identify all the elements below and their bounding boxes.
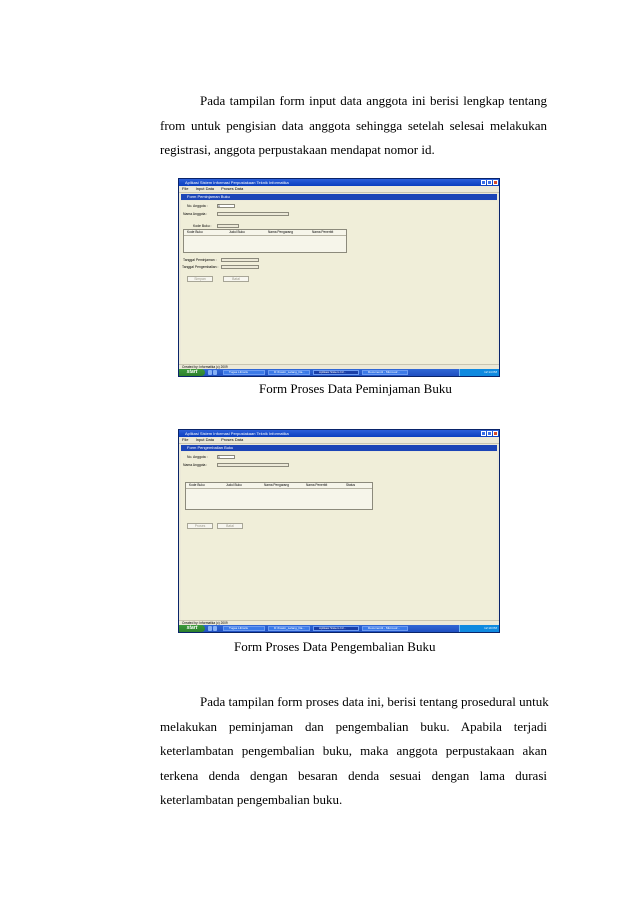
start-button[interactable]: start	[179, 625, 205, 632]
col-judul-buku: Judul Buku	[226, 483, 242, 487]
status-bar: Created by: Informatika (c) 2009	[179, 620, 499, 625]
text-line: Pada tampilan form proses data ini, berisi tentang prosedural untuk	[200, 694, 549, 709]
text-line: keterlambatan pengembalian buku, maka anggota perpustakaan akan	[160, 743, 547, 758]
menu-input-data[interactable]: Input Data	[195, 186, 215, 191]
col-status: Status	[346, 483, 356, 487]
form-body	[181, 452, 497, 621]
menu-file[interactable]: File	[182, 186, 189, 191]
tgl-pinjam-field[interactable]	[221, 258, 259, 262]
batal-button[interactable]: Batal	[217, 523, 243, 529]
minimize-icon[interactable]	[481, 180, 486, 185]
form-title: Form Pengembalian Buku	[181, 445, 497, 451]
taskbar-item[interactable]: Tugas Libraris	[223, 370, 265, 375]
label-tgl-kembali: Tanggal Pengembalian :	[182, 265, 219, 269]
label-kode-buku: Kode Buku :	[193, 224, 212, 228]
text-line: terkena denda dengan besaran denda sesuai dengan lama durasi	[160, 767, 547, 783]
system-tray-clock: 12:14 PM	[459, 369, 499, 376]
taskbar	[179, 625, 499, 632]
proses-button[interactable]: Proses	[187, 523, 213, 529]
taskbar-item[interactable]: D:\Kosim_Lelang_Da...	[268, 626, 310, 631]
nama-anggota-field	[217, 463, 289, 467]
taskbar-item[interactable]: Aplikasi Sistem Inf...	[313, 626, 359, 631]
maximize-icon[interactable]	[487, 431, 492, 436]
col-nama-pengarang: Nama Pengarang	[264, 483, 289, 487]
menu-bar	[179, 437, 499, 444]
col-nama-penerbit: Nama Penerbit	[312, 230, 334, 234]
label-nama-anggota: Nama Anggota :	[183, 463, 208, 467]
col-nama-pengarang: Nama Pengarang	[268, 230, 293, 234]
quicklaunch-icon[interactable]	[213, 370, 217, 375]
text-line: registrasi, anggota perpustakaan mendapat nomor id.	[160, 142, 435, 157]
no-anggota-value: 1	[218, 455, 220, 459]
simpan-button[interactable]: Simpan	[187, 276, 213, 282]
text-line: Pada tampilan form input data anggota ini berisi lengkap tentang	[200, 93, 547, 108]
no-anggota-input[interactable]	[217, 204, 235, 208]
taskbar-item[interactable]: Document1 - Microsof...	[362, 626, 408, 631]
col-nama-penerbit: Nama Penerbit	[306, 483, 328, 487]
start-button[interactable]: start	[179, 369, 205, 376]
figure-caption: Form Proses Data Pengembalian Buku	[234, 639, 436, 654]
table-header	[186, 483, 372, 489]
col-judul-buku: Judul Buku	[229, 230, 245, 234]
no-anggota-value: 1	[218, 204, 220, 208]
maximize-icon[interactable]	[487, 180, 492, 185]
table-header	[184, 230, 346, 236]
taskbar-item[interactable]: Aplikasi Sistem Inf...	[313, 370, 359, 375]
form-title: Form Peminjaman Buku	[181, 194, 497, 200]
text-line: keterlambatan pengembalian buku.	[160, 792, 343, 807]
label-no-anggota: No. Anggota :	[187, 455, 208, 459]
status-bar: Created by: Informatika (c) 2009	[179, 364, 499, 369]
window-titlebar	[179, 179, 499, 186]
screenshot-peminjaman	[178, 178, 500, 377]
closing-paragraph	[160, 690, 547, 813]
minimize-icon[interactable]	[481, 431, 486, 436]
taskbar-item[interactable]: Tugas Libraris	[223, 626, 265, 631]
window-titlebar	[179, 430, 499, 437]
kode-buku-input[interactable]	[217, 224, 239, 228]
menu-proses-data[interactable]: Proses Data	[221, 437, 244, 442]
label-no-anggota: No. Anggota :	[187, 204, 208, 208]
label-nama-anggota: Nama Anggota :	[183, 212, 208, 216]
close-icon[interactable]	[493, 180, 498, 185]
text-line: melakukan peminjaman dan pengembalian buku. Apabila terjadi	[160, 718, 547, 734]
window-controls	[481, 431, 498, 436]
window-controls	[481, 180, 498, 185]
menu-input-data[interactable]: Input Data	[195, 437, 215, 442]
quicklaunch-icon[interactable]	[208, 626, 212, 631]
book-table	[183, 229, 347, 253]
menu-proses-data[interactable]: Proses Data	[221, 186, 244, 191]
window-title: Aplikasi Sistem Informasi Perpustakaan Teknik Informatika	[185, 180, 289, 185]
intro-paragraph	[160, 89, 547, 163]
form-body	[181, 201, 497, 365]
system-tray-clock: 12:19 PM	[459, 625, 499, 632]
figure-caption: Form Proses Data Peminjaman Buku	[259, 381, 452, 396]
taskbar-item[interactable]: Document1 - Microsof...	[362, 370, 408, 375]
taskbar	[179, 369, 499, 376]
quicklaunch-icon[interactable]	[213, 626, 217, 631]
col-kode-buku: Kode Buku	[187, 230, 203, 234]
text-line: from untuk pengisian data anggota sehingga setelah selesai melakukan	[160, 117, 547, 133]
window-title: Aplikasi Sistem Informasi Perpustakaan Teknik Informatika	[185, 431, 289, 436]
taskbar-item[interactable]: D:\Kosim_Lelang_Da...	[268, 370, 310, 375]
screenshot-pengembalian	[178, 429, 500, 633]
menu-bar	[179, 186, 499, 193]
col-kode-buku: Kode Buku	[189, 483, 205, 487]
nama-anggota-field	[217, 212, 289, 216]
batal-button[interactable]: Batal	[223, 276, 249, 282]
close-icon[interactable]	[493, 431, 498, 436]
tgl-kembali-field[interactable]	[221, 265, 259, 269]
quicklaunch-icon[interactable]	[208, 370, 212, 375]
book-table	[185, 482, 373, 510]
menu-file[interactable]: File	[182, 437, 189, 442]
label-tgl-pinjam: Tanggal Peminjaman :	[183, 258, 217, 262]
no-anggota-input[interactable]	[217, 455, 235, 459]
